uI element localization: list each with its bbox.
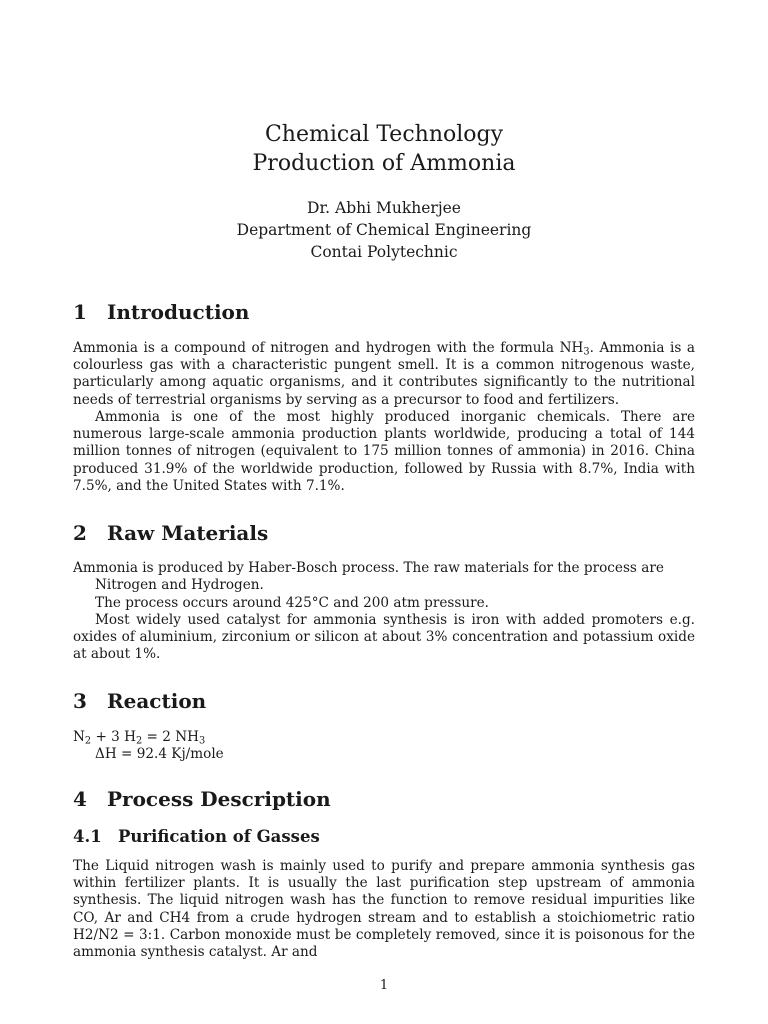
author-block xyxy=(0,197,768,263)
intro-paragraph-2: Ammonia is one of the most highly produced inorganic chemicals. There are numerous large-scale ammonia production plants worldwide, producing a total of 144 million tonnes of nitrogen (equivalent to 175 million tonnes of ammonia) in 2016. China produced 31.9% of the worldwide production, followed by Russia with 8.7%, India with 7.5%, and the United States with 7.1%. xyxy=(73,409,695,494)
section-title: Raw Materials xyxy=(107,521,269,545)
subsection-heading-purification xyxy=(73,827,320,846)
section-heading-raw-materials xyxy=(73,521,268,545)
raw-paragraph-4: Most widely used catalyst for ammonia synthesis is iron with added promoters e.g. oxides of aluminium, zirconium or silicon at about 3% concentration and potassium oxide at about 1%. xyxy=(73,612,695,663)
subsection-number: 4.1 xyxy=(73,827,102,846)
author-institution: Contai Polytechnic xyxy=(310,243,458,261)
document-title-line-1: Chemical Technology xyxy=(264,122,504,147)
reaction-enthalpy: ΔH = 92.4 Kj/mole xyxy=(95,746,224,762)
title-block xyxy=(0,120,768,263)
section-heading-process-description xyxy=(73,787,331,811)
section-title: Process Description xyxy=(107,787,331,811)
section-heading-reaction xyxy=(73,689,206,713)
equation-subscript: 2 xyxy=(136,735,143,747)
equation-part: N xyxy=(73,729,85,745)
section-number: 4 xyxy=(73,787,87,811)
author-name: Dr. Abhi Mukherjee xyxy=(307,199,461,217)
purification-paragraph-1: The Liquid nitrogen wash is mainly used to purify and prepare ammonia synthesis gas within fertilizer plants. It is usually the last purification step upstream of ammonia synthesis. The liquid nitrogen wash has the function to remove residual impurities like CO, Ar and CH4 from a crude hydrogen stream and to establish a stoichiometric ratio H2/N2 = 3:1. Carbon monoxide must be completely removed, since it is poisonous for the ammonia synthesis catalyst. Ar and xyxy=(73,858,695,961)
section-number: 2 xyxy=(73,521,87,545)
raw-paragraph-1: Ammonia is produced by Haber-Bosch process. The raw materials for the process are xyxy=(73,560,664,576)
section-title: Introduction xyxy=(107,300,250,324)
author-department: Department of Chemical Engineering xyxy=(236,221,532,239)
raw-paragraph-2: Nitrogen and Hydrogen. xyxy=(95,577,264,593)
page-number: 1 xyxy=(379,978,389,993)
formula-subscript: 3 xyxy=(583,346,590,358)
intro-paragraph-1 xyxy=(73,340,695,409)
section-title: Reaction xyxy=(107,689,207,713)
subsection-title: Purification of Gasses xyxy=(118,827,320,846)
section-heading-introduction xyxy=(73,300,249,324)
intro-paragraph-1-text-b: . Ammonia is a colourless gas with a characteristic pungent smell. It is a common nitrogenous waste, particularly among aquatic organisms, and it contributes significantly to the nutritional needs of terrestrial organisms by serving as a precursor to food and fertilizers. xyxy=(73,340,696,408)
equation-part: + 3 H xyxy=(91,729,136,745)
intro-paragraph-1-text-a: Ammonia is a compound of nitrogen and hydrogen with the formula NH xyxy=(73,340,584,356)
section-number: 1 xyxy=(73,300,87,324)
equation-subscript: 2 xyxy=(84,735,92,747)
equation-part: = 2 NH xyxy=(142,729,199,745)
document-title-line-2: Production of Ammonia xyxy=(252,151,516,176)
section-number: 3 xyxy=(73,689,87,713)
equation-subscript: 3 xyxy=(199,735,206,747)
reaction-equation xyxy=(73,729,695,746)
raw-paragraph-3: The process occurs around 425°C and 200 atm pressure. xyxy=(95,595,489,611)
